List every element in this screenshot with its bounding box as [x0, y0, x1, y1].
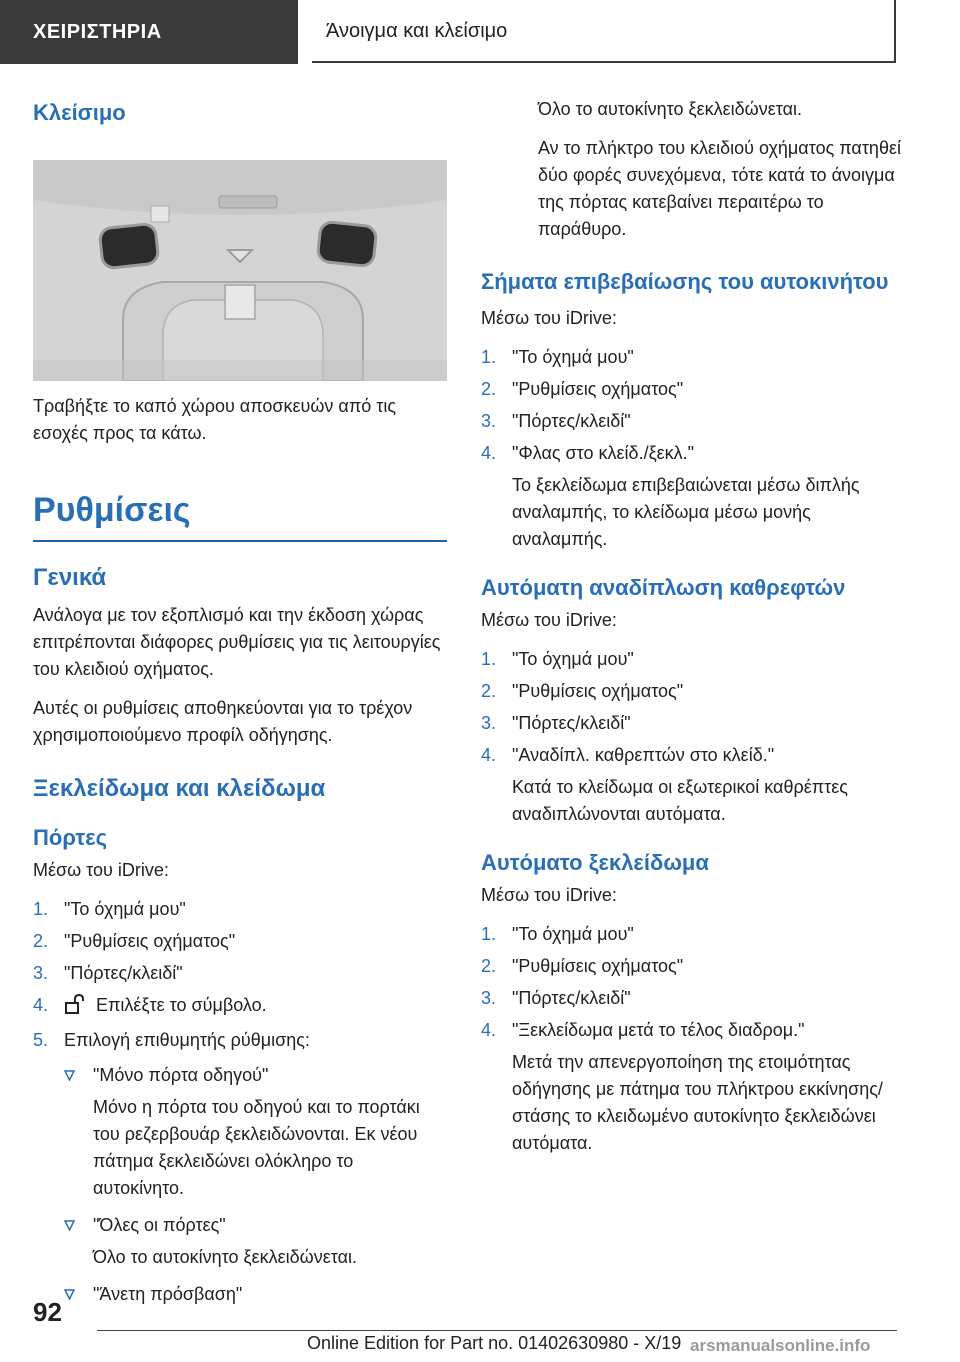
option-item: "Όλες οι πόρτες" Όλο το αυτοκίνητο ξεκλειδώνεται.: [64, 1212, 447, 1271]
right-grip-recess: [317, 221, 377, 267]
triangle-bullet-icon: [64, 1220, 75, 1231]
via-idrive: Μέσω του iDrive:: [481, 885, 617, 905]
general-paragraph-1: Ανάλογα με τον εξοπλισμό και την έκδοση χώρας επιτρέπονται διάφορες ρυθμίσεις για τις λειτουργίες του κλειδιού οχήματος.: [33, 605, 441, 679]
closing-title: Κλείσιμο: [33, 100, 126, 125]
left-grip-recess: [99, 223, 159, 269]
via-idrive: Μέσω του iDrive:: [481, 610, 617, 630]
header-section: ΧΕΙΡΙΣΤΗΡΙΑ: [0, 0, 298, 64]
trunk-lid-image: [33, 160, 447, 381]
list-item: 3. "Πόρτες/κλειδί": [481, 713, 631, 733]
list-item: 3. "Πόρτες/κλειδί": [481, 988, 631, 1008]
settings-title: Ρυθμίσεις: [33, 491, 447, 542]
mirror-note: Κατά το κλείδωμα οι εξωτερικοί καθρέπτες αναδιπλώνονται αυτόματα.: [512, 777, 848, 824]
continued-paragraph-1: Όλο το αυτοκίνητο ξεκλειδώνεται.: [538, 99, 803, 119]
auto-unlock-title: Αυτόματο ξεκλείδωμα: [481, 850, 709, 875]
continued-paragraph-2: Αν το πλήκτρο του κλειδιού οχήματος πατηθεί δύο φορές συνεχόμενα, τότε κατά το άνοιγμα της πόρτας κατεβαίνει περαιτέρω το παράθυρο.: [538, 138, 901, 239]
list-item: 1. "Το όχημά μου": [481, 347, 634, 367]
list-item: 4. "Φλας στο κλείδ./ξεκλ." Το ξεκλείδωμα επιβεβαιώνεται μέσω διπλής αναλαμπής, το κλείδωμα μέσω μονής αναλαμπής.: [481, 440, 901, 553]
doors-steps: [33, 896, 447, 1308]
unlock-lock-title: Ξεκλείδωμα και κλείδωμα: [33, 775, 326, 802]
mirror-steps: [481, 646, 901, 828]
footer-edition: Online Edition for Part no. 01402630980 - X/19: [307, 1333, 682, 1353]
trunk-lid-illustration: [33, 160, 447, 381]
option-item: "Άνετη πρόσβαση": [64, 1281, 447, 1308]
via-idrive: Μέσω του iDrive:: [481, 308, 617, 328]
list-item: 2. "Ρυθμίσεις οχήματος": [481, 956, 684, 976]
footer-divider: [97, 1330, 897, 1331]
list-item: 2. "Ρυθμίσεις οχήματος": [481, 681, 684, 701]
page-number: 92: [33, 1297, 62, 1327]
list-item: 1. "Το όχημά μου": [33, 899, 186, 919]
list-item: 2. "Ρυθμίσεις οχήματος": [33, 931, 236, 951]
list-item: 4. "Αναδίπλ. καθρεπτών στο κλείδ." Κατά το κλείδωμα οι εξωτερικοί καθρέπτες αναδιπλώνονται αυτόματα.: [481, 742, 901, 828]
list-item: 1. "Το όχημά μου": [481, 649, 634, 669]
doors-title: Πόρτες: [33, 825, 108, 850]
list-item: 3. "Πόρτες/κλειδί": [33, 963, 183, 983]
confirm-signals-title: Σήματα επιβεβαίωσης του αυτοκινήτου: [481, 269, 889, 294]
via-idrive: Μέσω του iDrive:: [33, 860, 169, 880]
header-chapter: Άνοιγμα και κλείσιμο: [312, 0, 896, 63]
right-column: [481, 96, 901, 1169]
left-column: [33, 100, 447, 1320]
list-item: 4. "Ξεκλείδωμα μετά το τέλος διαδρομ." Μετά την απενεργοποίηση της ετοιμότητας οδήγησης με πάτημα του πλήκτρου εκκίνησης/στάσης το κλειδωμένο αυτοκίνητο ξεκλειδώνει αυτόματα.: [481, 1017, 901, 1157]
triangle-bullet-icon: [64, 1289, 75, 1300]
auto-unlock-steps: [481, 921, 901, 1157]
list-item: 5. Επιλογή επιθυμητής ρύθμισης: "Μόνο πόρτα οδηγού" Μόνο η πόρτα του οδηγού και το πορτάκι του ρεζερβουάρ ξεκλειδώνονται. Εκ νέου πάτημα ξεκλειδώνει ολόκληρο το αυτοκίνητο. "Όλες οι πόρτες" Όλο το αυτοκίνητο ξεκλειδώνεται. "Άνετη πρόσβαση": [33, 1027, 447, 1308]
confirm-note: Το ξεκλείδωμα επιβεβαιώνεται μέσω διπλής αναλαμπής, το κλείδωμα μέσω μονής αναλαμπής.: [512, 475, 860, 549]
triangle-bullet-icon: [64, 1070, 75, 1081]
list-item: 1. "Το όχημά μου": [481, 924, 634, 944]
options-list: [64, 1062, 447, 1308]
list-item: 4. Επιλέξτε το σύμβολο.: [33, 992, 447, 1022]
closing-text: Τραβήξτε το καπό χώρου αποσκευών από τις εσοχές προς τα κάτω.: [33, 396, 397, 443]
mirror-folding-title: Αυτόματη αναδίπλωση καθρεφτών: [481, 575, 846, 600]
general-paragraph-2: Αυτές οι ρυθμίσεις αποθηκεύονται για το τρέχον χρησιμοποιούμενο προφίλ οδήγησης.: [33, 698, 413, 745]
unlock-icon: [64, 994, 86, 1022]
list-item: 3. "Πόρτες/κλειδί": [481, 411, 631, 431]
watermark: arsmanualsonline.info: [690, 1336, 871, 1355]
option-item: "Μόνο πόρτα οδηγού" Μόνο η πόρτα του οδηγού και το πορτάκι του ρεζερβουάρ ξεκλειδώνονται. Εκ νέου πάτημα ξεκλειδώνει ολόκληρο το αυτοκίνητο.: [64, 1062, 447, 1202]
general-title: Γενικά: [33, 564, 107, 591]
confirm-steps: [481, 344, 901, 553]
auto-unlock-note: Μετά την απενεργοποίηση της ετοιμότητας οδήγησης με πάτημα του πλήκτρου εκκίνησης/στάσης το κλειδωμένο αυτοκίνητο ξεκλειδώνει αυτόματα.: [512, 1052, 883, 1153]
list-item: 2. "Ρυθμίσεις οχήματος": [481, 379, 684, 399]
